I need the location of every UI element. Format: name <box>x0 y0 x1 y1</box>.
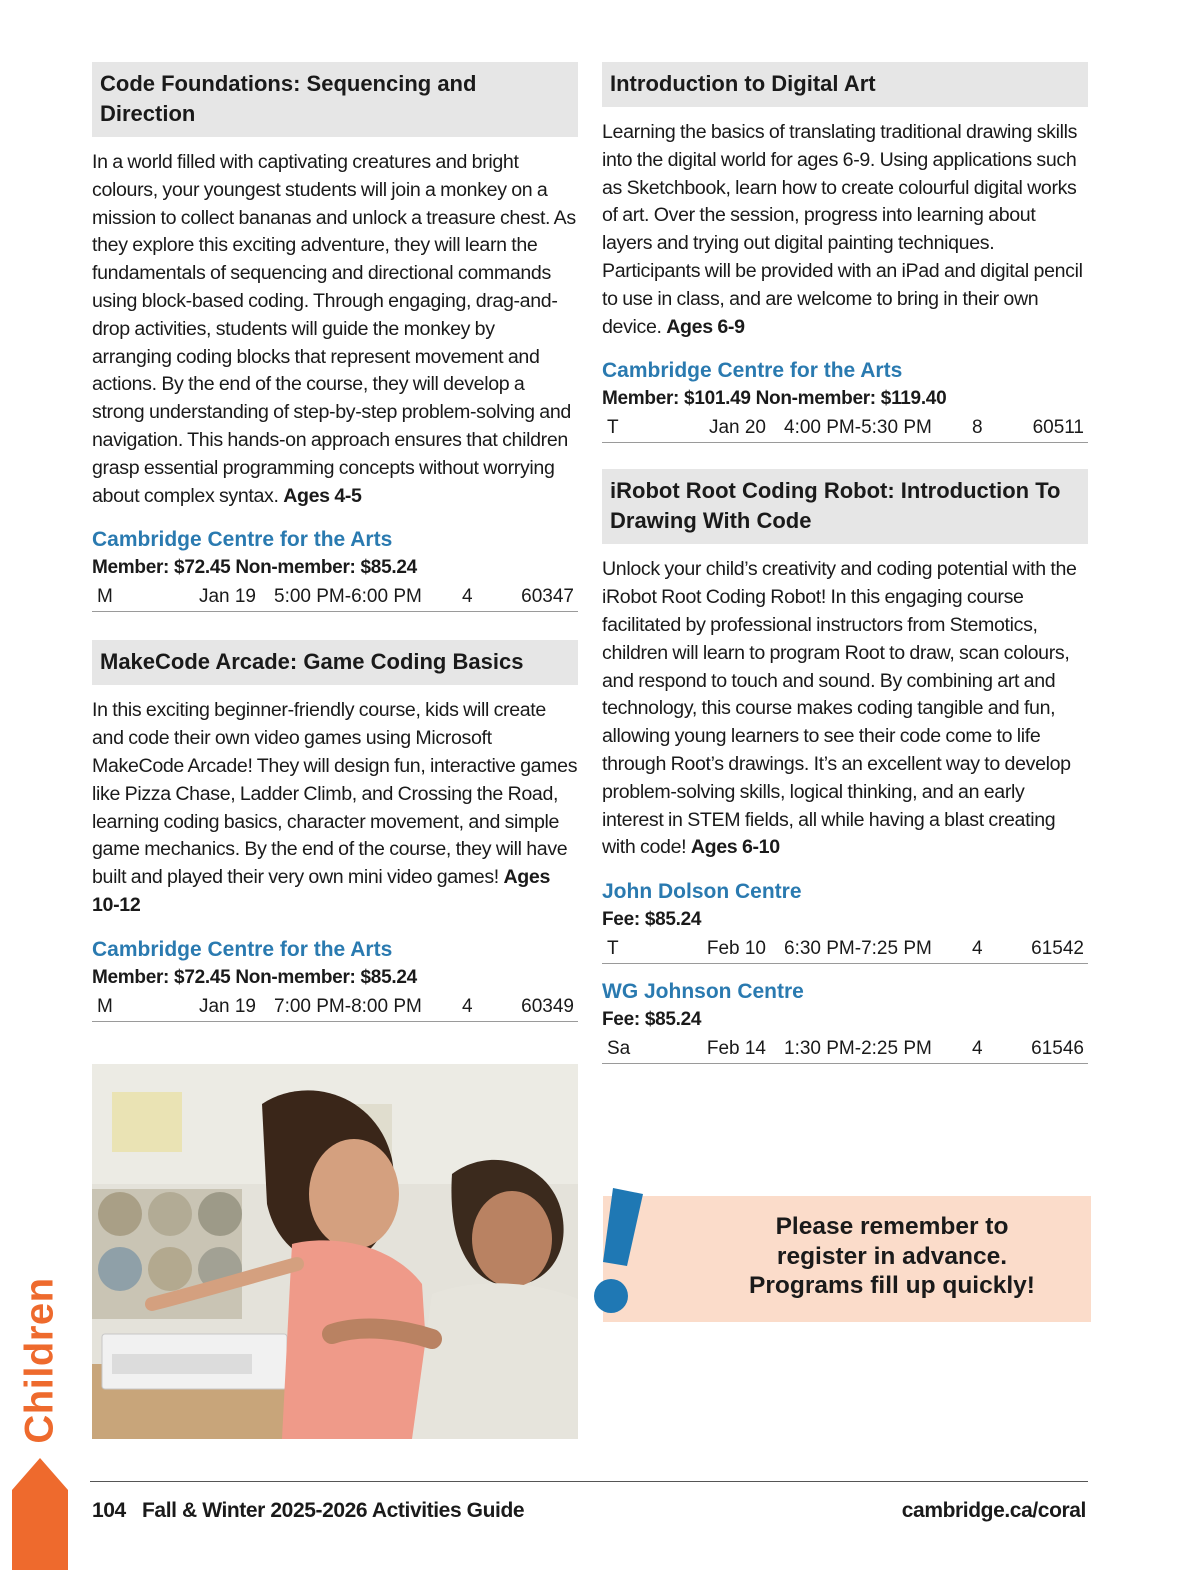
schedule-date: Jan 19 <box>198 586 256 608</box>
schedule-time: 5:00 PM-6:00 PM <box>274 586 422 608</box>
schedule-code[interactable]: 61546 <box>1031 1038 1084 1060</box>
schedule-day: Sa <box>607 1038 631 1060</box>
age-range: Ages 6-10 <box>690 836 780 859</box>
schedule-row <box>602 413 1088 443</box>
schedule-sessions: 4 <box>462 586 473 608</box>
schedule-time: 1:30 PM-2:25 PM <box>784 1038 932 1060</box>
venue-name[interactable]: Cambridge Centre for the Arts <box>92 528 393 552</box>
course-title: Code Foundations: Sequencing and Direction <box>92 62 578 137</box>
course-description: Unlock your child’s creativity and coding potential with the iRobot Root Coding Robot! In this engaging course facilitated by professional instructors from Stemotics, children will learn to program Root to draw, scan colours, and respond to touch and sound. By combining art and technology, this course makes coding tangible and fun, allowing young learners to see their code come to life through Root’s drawings. It’s an excellent way to develop problem-solving skills, logical thinking, and an early interest in STEM fields, all while having a blast creating with code! Ages 6-10 <box>602 558 1077 859</box>
schedule-row <box>92 992 578 1022</box>
venue-name[interactable]: Cambridge Centre for the Arts <box>92 937 393 961</box>
schedule-row <box>602 934 1088 964</box>
price-line: Member: $72.45 Non-member: $85.24 <box>92 966 417 988</box>
schedule-row <box>92 582 578 612</box>
schedule-time: 6:30 PM-7:25 PM <box>784 938 932 960</box>
venue-name[interactable]: WG Johnson Centre <box>602 980 804 1004</box>
venue-name[interactable]: Cambridge Centre for the Arts <box>602 359 903 383</box>
course-description: In this exciting beginner-friendly course, kids will create and code their own video games using Microsoft MakeCode Arcade! They will design fun, interactive games like Pizza Chase, Ladder Climb, and Crossing the Road, learning coding basics, character movement, and simple game mechanics. By the end of the course, they will have built and played their very own mini video games! Ages 10-12 <box>92 699 578 916</box>
course-title: MakeCode Arcade: Game Coding Basics <box>92 640 578 685</box>
page-footer <box>92 1496 1086 1526</box>
footer-divider <box>90 1481 1088 1482</box>
venue-name[interactable]: John Dolson Centre <box>602 880 802 904</box>
schedule-time: 4:00 PM-5:30 PM <box>784 417 932 439</box>
website-link[interactable]: cambridge.ca/coral <box>901 1499 1086 1522</box>
register-reminder-text: Please remember to register in advance. Programs fill up quickly! <box>749 1213 1035 1299</box>
schedule-time: 7:00 PM-8:00 PM <box>274 995 422 1017</box>
course-title: Introduction to Digital Art <box>602 62 1088 107</box>
schedule-day: T <box>607 938 619 960</box>
schedule-date: Jan 20 <box>708 417 766 439</box>
section-label: Children <box>17 1276 62 1444</box>
photo-illustration <box>92 1064 578 1439</box>
schedule-row <box>602 1034 1088 1064</box>
price-line: Member: $101.49 Non-member: $119.40 <box>602 388 947 410</box>
exclamation-icon <box>591 1188 651 1318</box>
fee-line: Fee: $85.24 <box>602 1009 702 1031</box>
course-title: iRobot Root Coding Robot: Introduction To Drawing With Code <box>602 469 1088 544</box>
schedule-sessions: 4 <box>972 1038 983 1060</box>
schedule-day: M <box>97 995 113 1017</box>
register-reminder-box <box>603 1196 1091 1322</box>
schedule-date: Feb 10 <box>706 938 766 960</box>
age-range: Ages 6-9 <box>666 315 745 338</box>
fee-line: Fee: $85.24 <box>602 909 702 931</box>
schedule-code[interactable]: 60347 <box>521 586 574 608</box>
schedule-sessions: 4 <box>972 938 983 960</box>
schedule-code[interactable]: 60511 <box>1032 417 1084 439</box>
price-line: Member: $72.45 Non-member: $85.24 <box>92 557 417 579</box>
schedule-day: M <box>97 586 113 608</box>
children-at-laptop-photo <box>92 1064 578 1439</box>
schedule-sessions: 4 <box>462 995 473 1017</box>
guide-title: Fall & Winter 2025-2026 Activities Guide <box>142 1499 525 1522</box>
schedule-date: Jan 19 <box>198 995 256 1017</box>
age-range: Ages 4-5 <box>283 484 362 507</box>
course-description: Learning the basics of translating traditional drawing skills into the digital world for ages 6-9. Using applications such as Sketchbook, learn how to create colourful digital works of art. Over the session, progress into learning about layers and trying out digital painting techniques. Participants will be provided with an iPad and digital pencil to use in class, and are welcome to bring in their own device. Ages 6-9 <box>602 121 1083 338</box>
age-range: Ages 10-12 <box>92 866 550 916</box>
page-number: 104 <box>92 1499 126 1522</box>
schedule-code[interactable]: 61542 <box>1031 938 1084 960</box>
schedule-date: Feb 14 <box>706 1038 766 1060</box>
left-column <box>92 62 578 1022</box>
schedule-day: T <box>607 417 619 439</box>
schedule-sessions: 8 <box>972 417 983 439</box>
schedule-code[interactable]: 60349 <box>521 995 574 1017</box>
right-column <box>602 62 1088 1064</box>
course-description: In a world filled with captivating creatures and bright colours, your youngest students will join a monkey on a mission to collect bananas and unlock a treasure chest. As they explore this exciting adventure, they will learn the fundamentals of sequencing and directional commands using block-based coding. Through engaging, drag-and-drop activities, students will guide the monkey by arranging coding blocks that represent movement and actions. By the end of the course, they will develop a strong understanding of step-by-step problem-solving and navigation. This hands-on approach ensures that children grasp essential programming concepts without worrying about complex syntax. Ages 4-5 <box>92 151 576 507</box>
